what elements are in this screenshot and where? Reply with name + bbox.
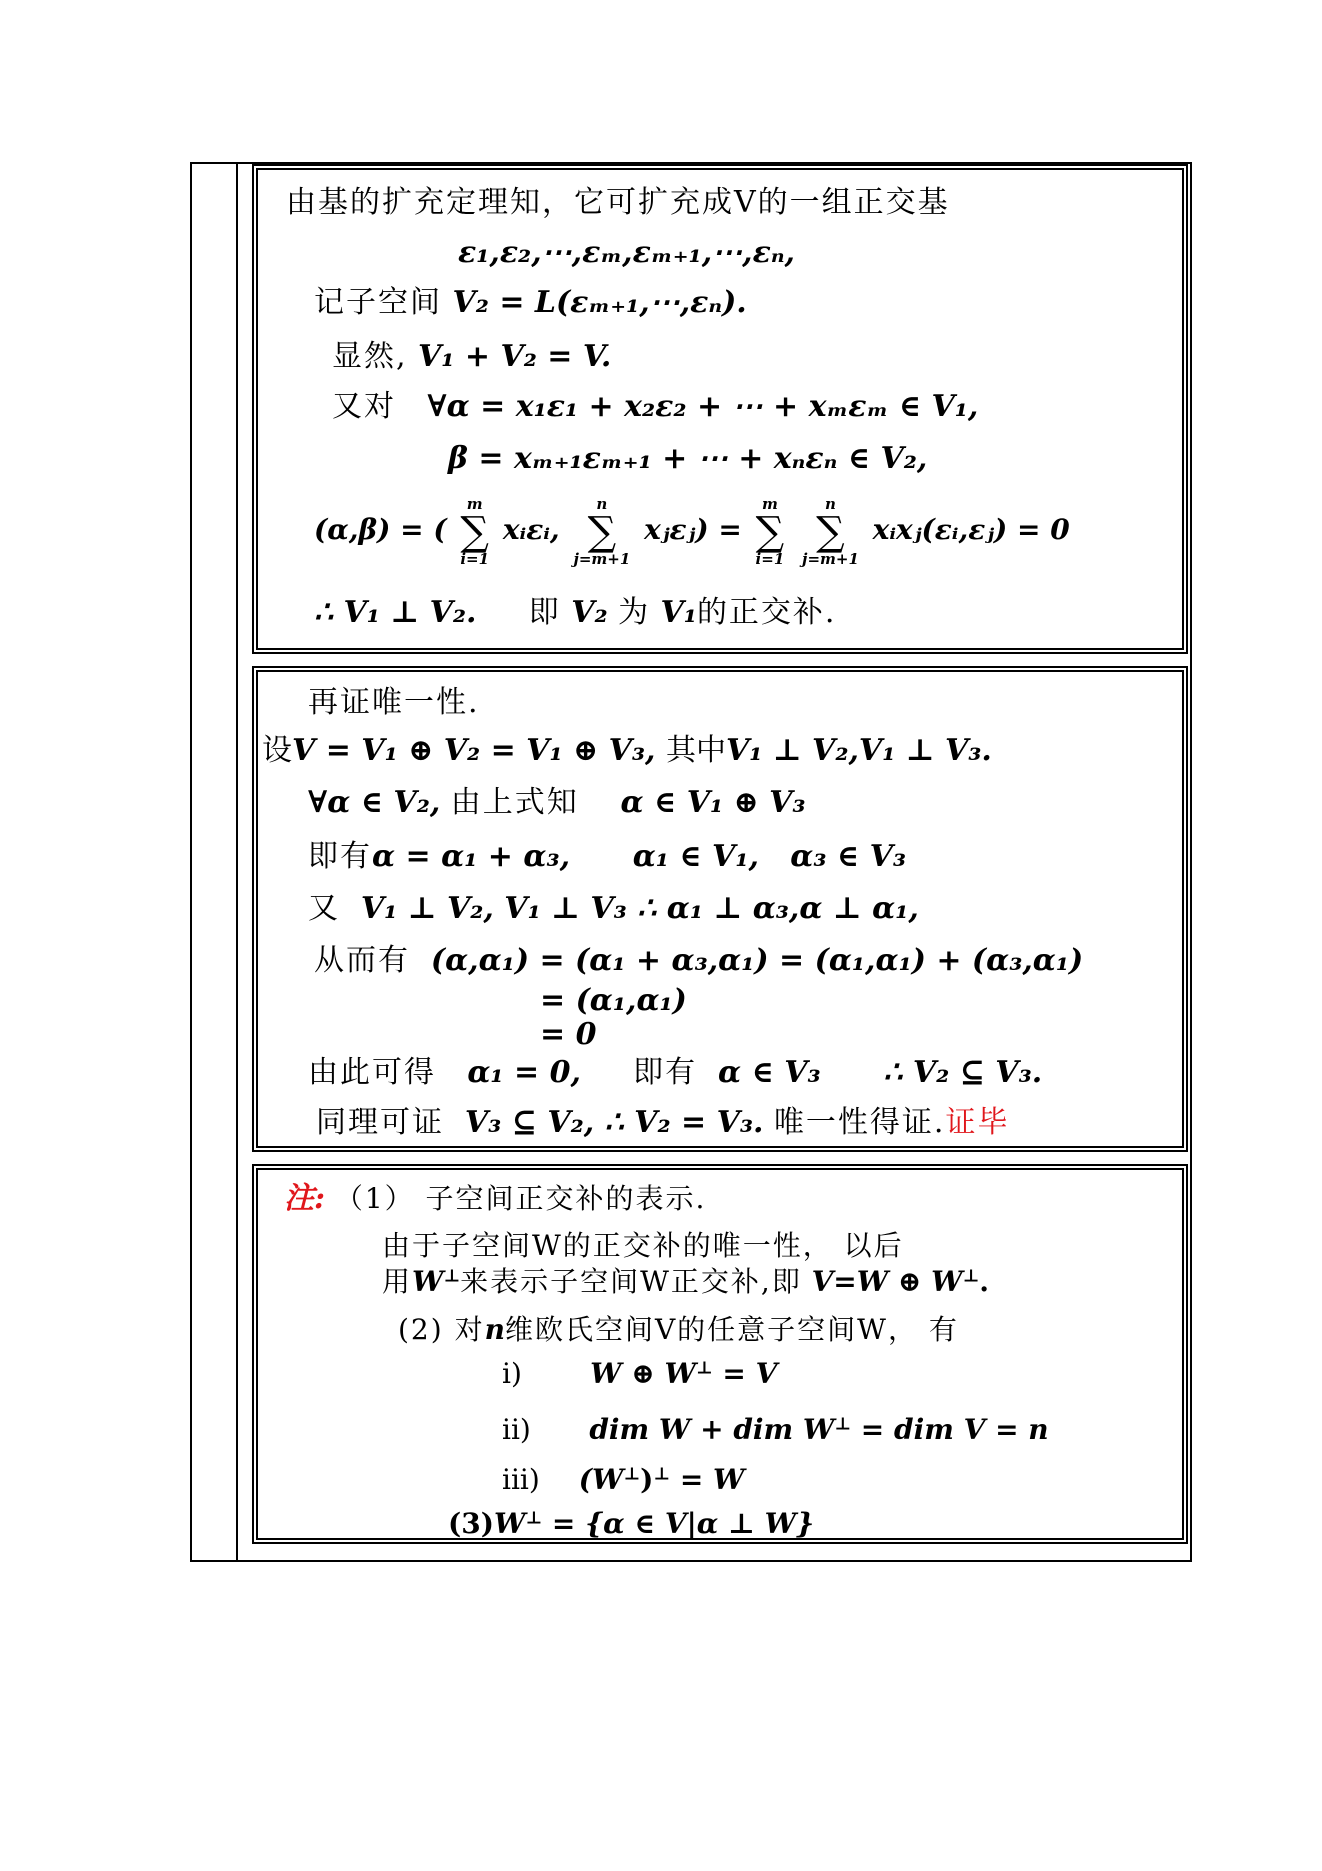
- uniqueness-conclusion: 同理可证 V₃ ⊆ V₂, ∴ V₂ = V₃. 唯一性得证.证毕: [316, 1105, 1010, 1140]
- basis-extension-text: 由基的扩充定理知，它可扩充成V的一组正交基: [286, 185, 950, 220]
- proof-existence-box: [252, 164, 1188, 654]
- sum-symbol: n ∑ j=m+1: [573, 495, 631, 568]
- sum-symbol: n ∑ j=m+1: [802, 495, 859, 568]
- property-i: i) W ⊕ W⊥ = V: [502, 1357, 778, 1390]
- uniqueness-title: 再证唯一性.: [308, 685, 480, 720]
- orthogonality-line: 又 V₁ ⊥ V₂, V₁ ⊥ V₃ ∴ α₁ ⊥ α₃,α ⊥ α₁,: [308, 891, 919, 926]
- page-frame: [190, 162, 1192, 1562]
- note-label: 注:: [284, 1181, 326, 1216]
- orthogonal-complement-conclusion: ∴ V₁ ⊥ V₂. 即 V₂ 为 V₁的正交补.: [314, 595, 837, 630]
- sum-statement: 显然, V₁ + V₂ = V.: [332, 339, 612, 374]
- note-3: (3)W⊥ = {α ∈ V|α ⊥ W}: [448, 1507, 815, 1540]
- note-2: (2) 对n维欧氏空间V的任意子空间W， 有: [398, 1313, 959, 1346]
- notes-box: [252, 1164, 1188, 1544]
- alpha-definition: 又对 ∀α = x₁ε₁ + x₂ε₂ + ⋯ + xₘεₘ ∈ V₁,: [332, 389, 979, 424]
- note-1-line-2: 由于子空间W的正交补的唯一性， 以后: [382, 1229, 904, 1262]
- qed-mark: 证毕: [945, 1105, 1010, 1140]
- basis-formula: ε₁,ε₂,⋯,εₘ,εₘ₊₁,⋯,εₙ,: [458, 235, 796, 270]
- decomposition-line: 即有α = α₁ + α₃, α₁ ∈ V₁, α₃ ∈ V₃: [308, 839, 906, 874]
- derivation-step-3: = 0: [540, 1017, 597, 1052]
- proof-uniqueness-box: [252, 666, 1188, 1152]
- sum-symbol: m ∑ i=1: [460, 495, 490, 568]
- sum-symbol: m ∑ i=1: [755, 495, 785, 568]
- forall-line: ∀α ∈ V₂, 由上式知 α ∈ V₁ ⊕ V₃: [308, 785, 806, 820]
- inner-product-derivation: 从而有 (α,α₁) = (α₁ + α₃,α₁) = (α₁,α₁) + (α₃,α₁): [314, 943, 1084, 978]
- inner-product-formula: (α,β) = ( m ∑ i=1 xᵢεᵢ, n ∑ j=m+1 xⱼεⱼ) = m ∑ i=1 n ∑ j=m+1 xᵢxⱼ(εᵢ,εⱼ) = 0: [314, 495, 1070, 568]
- note-header: 注: （1） 子空间正交补的表示.: [284, 1181, 707, 1216]
- derivation-step-2: = (α₁,α₁): [540, 983, 687, 1018]
- assumption-line: 设V = V₁ ⊕ V₂ = V₁ ⊕ V₃, 其中V₁ ⊥ V₂,V₁ ⊥ V₃.: [262, 733, 992, 768]
- property-iii: iii) (W⊥)⊥ = W: [502, 1463, 745, 1496]
- beta-definition: β = xₘ₊₁εₘ₊₁ + ⋯ + xₙεₙ ∈ V₂,: [448, 441, 928, 476]
- property-ii: ii) dim W + dim W⊥ = dim V = n: [502, 1413, 1049, 1446]
- subspace-definition: 记子空间 V₂ = L(εₘ₊₁,⋯,εₙ).: [314, 285, 747, 320]
- left-column: [192, 164, 238, 1560]
- note-1-line-3: 用W⊥来表示子空间W正交补,即 V=W ⊕ W⊥.: [382, 1265, 990, 1298]
- containment-line: 由此可得 α₁ = 0, 即有 α ∈ V₃ ∴ V₂ ⊆ V₃.: [308, 1055, 1043, 1090]
